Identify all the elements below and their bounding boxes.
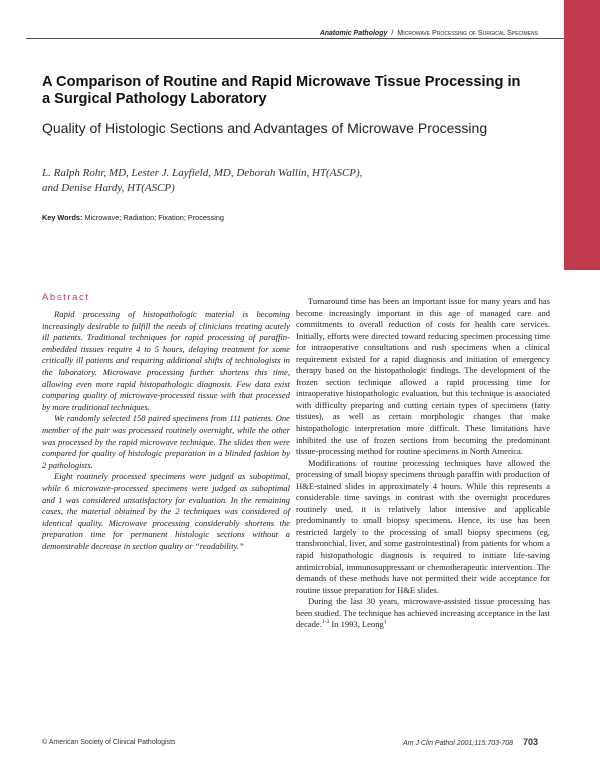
accent-side-bar bbox=[564, 0, 600, 270]
journal-citation: Am J Clin Pathol 2001;115:703-708 bbox=[403, 740, 514, 747]
abstract-column bbox=[42, 309, 290, 552]
page-footer bbox=[403, 737, 538, 747]
page-number: 703 bbox=[522, 737, 538, 747]
running-head bbox=[320, 28, 538, 37]
reference-superscript[interactable]: 1-3 bbox=[321, 619, 330, 626]
keywords bbox=[42, 213, 224, 222]
keywords-label: Key Words: bbox=[42, 213, 83, 222]
journal-section: Anatomic Pathology bbox=[319, 30, 388, 37]
article-subtitle: Quality of Histologic Sections and Advantages of Microwave Processing bbox=[42, 120, 488, 136]
copyright-notice: © American Society of Clinical Pathologists bbox=[42, 739, 176, 746]
article-title: A Comparison of Routine and Rapid Microwave Tissue Processing in a Surgical Pathology Laboratory bbox=[42, 74, 521, 107]
body-paragraph: Modifications of routine processing techniques have allowed the processing of small biopsy specimens through paraffin with production of H&E-stained slides in approximately 4 hours. While this represents a considerable time savings in contrast with the overnight procedures routinely used, it is relatively labor intensive and applicable predominantly to small biopsy specimens. Hence, its use has been restricted largely to the processing of small biopsy specimens (eg, transbronchial, liver, and some gastrointestinal) from patients for whom a rapid histopathologic diagnosis is required to initiate life-saving antimicrobial, immunosuppressant or chemotherapeutic intervention. The demands of these methods have not permitted their wide acceptance for routine tissue preparation for H&E slides. bbox=[296, 457, 550, 595]
reference-superscript[interactable]: 1 bbox=[383, 619, 387, 626]
authors-line: and Denise Hardy, HT(ASCP) bbox=[42, 181, 175, 194]
keywords-list: Microwave; Radiation; Fixation; Processing bbox=[84, 213, 224, 222]
abstract-heading: Abstract bbox=[42, 292, 90, 303]
body-text: During the last 30 years, microwave-assisted tissue processing has been studied. The technique has achieved increasing acceptance in the last decade. bbox=[296, 596, 551, 630]
header-rule bbox=[26, 38, 566, 39]
authors-line: L. Ralph Rohr, MD, Lester J. Layfield, MD, Deborah Wallin, HT(ASCP), bbox=[42, 167, 363, 179]
abstract-paragraph: Eight routinely processed specimens were judged as suboptimal, while 6 microwave-processed specimens were judged as suboptimal and 1 was considered unsatisfactory for evaluation. In the remaining cases, the material obtained by the 2 techniques was considered of identical quality. Microwave processing considerably shortens the preparation time for permanent histologic sections without a demonstrable decrease in section quality or “readability.” bbox=[42, 471, 290, 551]
body-paragraph: Turnaround time has been an important issue for many years and has become increasingly important in this age of managed care and commitments to overall reduction of costs for health care services. Initially, efforts were directed toward reducing specimen processing time for intraoperative consultations and rush specimens when a clinical requirement existed for a rapid diagnosis and initiation of emergency therapy based on the histopathologic findings. The development of the frozen section technique allowed a rapid processing time for intraoperative histopathologic evaluation, but this technique is associated with difficulty preparing and cutting certain types of specimens (fatty tissues), as well as certain morphologic changes that make histopathologic interpretation more difficult. These limitations have inhibited the use of frozen sections from becoming the predominant tissue-processing method for routine specimens in North America. bbox=[296, 296, 550, 457]
abstract-paragraph: We randomly selected 158 paired specimens from 111 patients. One member of the pair was processed routinely overnight, while the other was processed by the rapid microwave technique. The slides then were compared for quality of histologic preparation in a blinded fashion by 2 pathologists. bbox=[42, 413, 290, 470]
running-short-title: Microwave Processing of Surgical Specimens bbox=[397, 28, 538, 37]
body-column bbox=[296, 296, 550, 631]
body-text: In 1993, Leong bbox=[329, 619, 384, 630]
running-head-separator: / bbox=[391, 30, 394, 37]
body-paragraph bbox=[296, 596, 550, 631]
abstract-paragraph: Rapid processing of histopathologic material is becoming increasingly desirable to fulfill the needs of clinicians treating acutely ill patients. Traditional techniques for rapid processing of paraffin-embedded tissues require 4 to 5 hours, delaying treatment for some critically ill patients and requiring additional shifts of technologists in the laboratory. Microwave processing further shortens this time, allowing even more rapid histopathologic diagnosis. Few data exist comparing quality of microwave-processed tissue with that processed by more traditional techniques. bbox=[42, 309, 290, 412]
author-list bbox=[42, 166, 452, 195]
